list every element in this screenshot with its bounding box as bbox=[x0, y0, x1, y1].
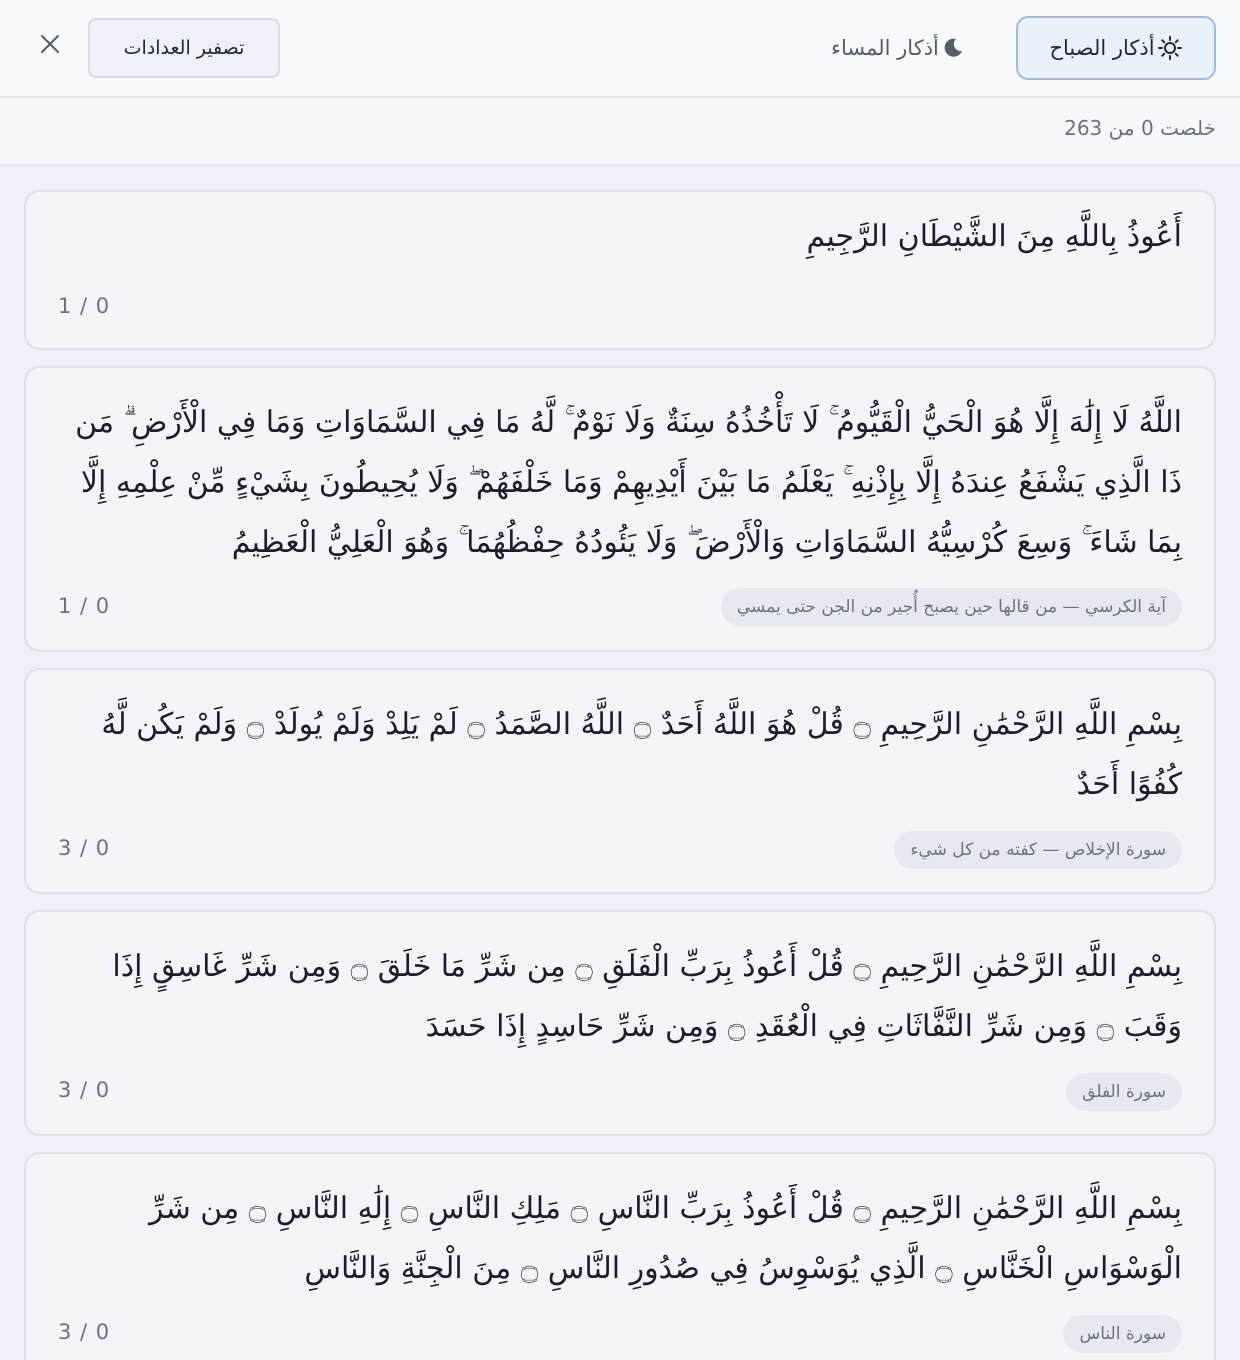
dhikr-note: آية الكرسي — من قالها حين يصبح أُجير من الجن حتى يمسي bbox=[721, 588, 1182, 626]
dhikr-card[interactable] bbox=[24, 910, 1216, 1136]
progress-bar bbox=[0, 98, 1240, 166]
moon-icon bbox=[941, 36, 965, 60]
dhikr-counter: 3 / 0 bbox=[58, 836, 111, 860]
dhikr-note: سورة الإخلاص — كفته من كل شيء bbox=[894, 831, 1182, 869]
dhikr-card[interactable] bbox=[24, 1152, 1216, 1360]
dhikr-counter: 1 / 0 bbox=[58, 294, 111, 318]
dhikr-counter: 3 / 0 bbox=[58, 1078, 111, 1102]
reset-counters-button[interactable]: تصفير العدادات bbox=[88, 18, 280, 78]
close-icon[interactable] bbox=[34, 28, 66, 60]
tab-morning-label: أذكار الصباح bbox=[1049, 36, 1155, 60]
dhikr-text: أَعُوذُ بِاللَّهِ مِنَ الشَّيْطَانِ الرَّجِيمِ bbox=[806, 219, 1182, 254]
dhikr-card[interactable] bbox=[24, 668, 1216, 894]
progress-text: خلصت 0 من 263 bbox=[1064, 116, 1216, 140]
tab-evening-label: أذكار المساء bbox=[831, 36, 939, 60]
sun-icon bbox=[1157, 35, 1183, 61]
tab-evening[interactable] bbox=[818, 16, 978, 80]
dhikr-text: بِسْمِ اللَّهِ الرَّحْمَٰنِ الرَّحِيمِ ۝ قُلْ أَعُوذُ بِرَبِّ الْفَلَقِ ۝ مِن شَرِّ مَا خَلَقَ ۝ وَمِن شَرِّ غَاسِقٍ إِذَا وَقَبَ ۝ وَمِن شَرِّ النَّفَّاثَاتِ فِي الْعُقَدِ ۝ وَمِن شَرِّ حَاسِدٍ إِذَا حَسَدَ bbox=[112, 949, 1182, 1044]
top-bar bbox=[0, 0, 1240, 98]
dhikr-text: اللَّهُ لَا إِلَٰهَ إِلَّا هُوَ الْحَيُّ الْقَيُّومُ ۚ لَا تَأْخُذُهُ سِنَةٌ وَلَا نَوْمٌ ۚ لَّهُ مَا فِي السَّمَاوَاتِ وَمَا فِي الْأَرْضِ ۗ مَن ذَا الَّذِي يَشْفَعُ عِندَهُ إِلَّا بِإِذْنِهِ ۚ يَعْلَمُ مَا بَيْنَ أَيْدِيهِمْ وَمَا خَلْفَهُمْ ۖ وَلَا يُحِيطُونَ بِشَيْءٍ مِّنْ عِلْمِهِ إِلَّا بِمَا شَاءَ ۚ وَسِعَ كُرْسِيُّهُ السَّمَاوَاتِ وَالْأَرْضَ ۖ وَلَا يَئُودُهُ حِفْظُهُمَا ۚ وَهُوَ الْعَلِيُّ الْعَظِيمُ bbox=[75, 405, 1182, 560]
dhikr-text: بِسْمِ اللَّهِ الرَّحْمَٰنِ الرَّحِيمِ ۝ قُلْ هُوَ اللَّهُ أَحَدٌ ۝ اللَّهُ الصَّمَدُ ۝ لَمْ يَلِدْ وَلَمْ يُولَدْ ۝ وَلَمْ يَكُن لَّهُ كُفُوًا أَحَدٌ bbox=[101, 707, 1182, 802]
tab-morning[interactable] bbox=[1016, 16, 1216, 80]
dhikr-counter: 3 / 0 bbox=[58, 1320, 111, 1344]
dhikr-text: بِسْمِ اللَّهِ الرَّحْمَٰنِ الرَّحِيمِ ۝ قُلْ أَعُوذُ بِرَبِّ النَّاسِ ۝ مَلِكِ النَّاسِ ۝ إِلَٰهِ النَّاسِ ۝ مِن شَرِّ الْوَسْوَاسِ الْخَنَّاسِ ۝ الَّذِي يُوَسْوِسُ فِي صُدُورِ النَّاسِ ۝ مِنَ الْجِنَّةِ وَالنَّاسِ bbox=[149, 1191, 1182, 1286]
dhikr-card[interactable] bbox=[24, 190, 1216, 350]
dhikr-counter: 1 / 0 bbox=[58, 594, 111, 618]
dhikr-card[interactable] bbox=[24, 366, 1216, 652]
dhikr-note: سورة الفلق bbox=[1066, 1073, 1182, 1111]
dhikr-note: سورة الناس bbox=[1063, 1315, 1182, 1353]
